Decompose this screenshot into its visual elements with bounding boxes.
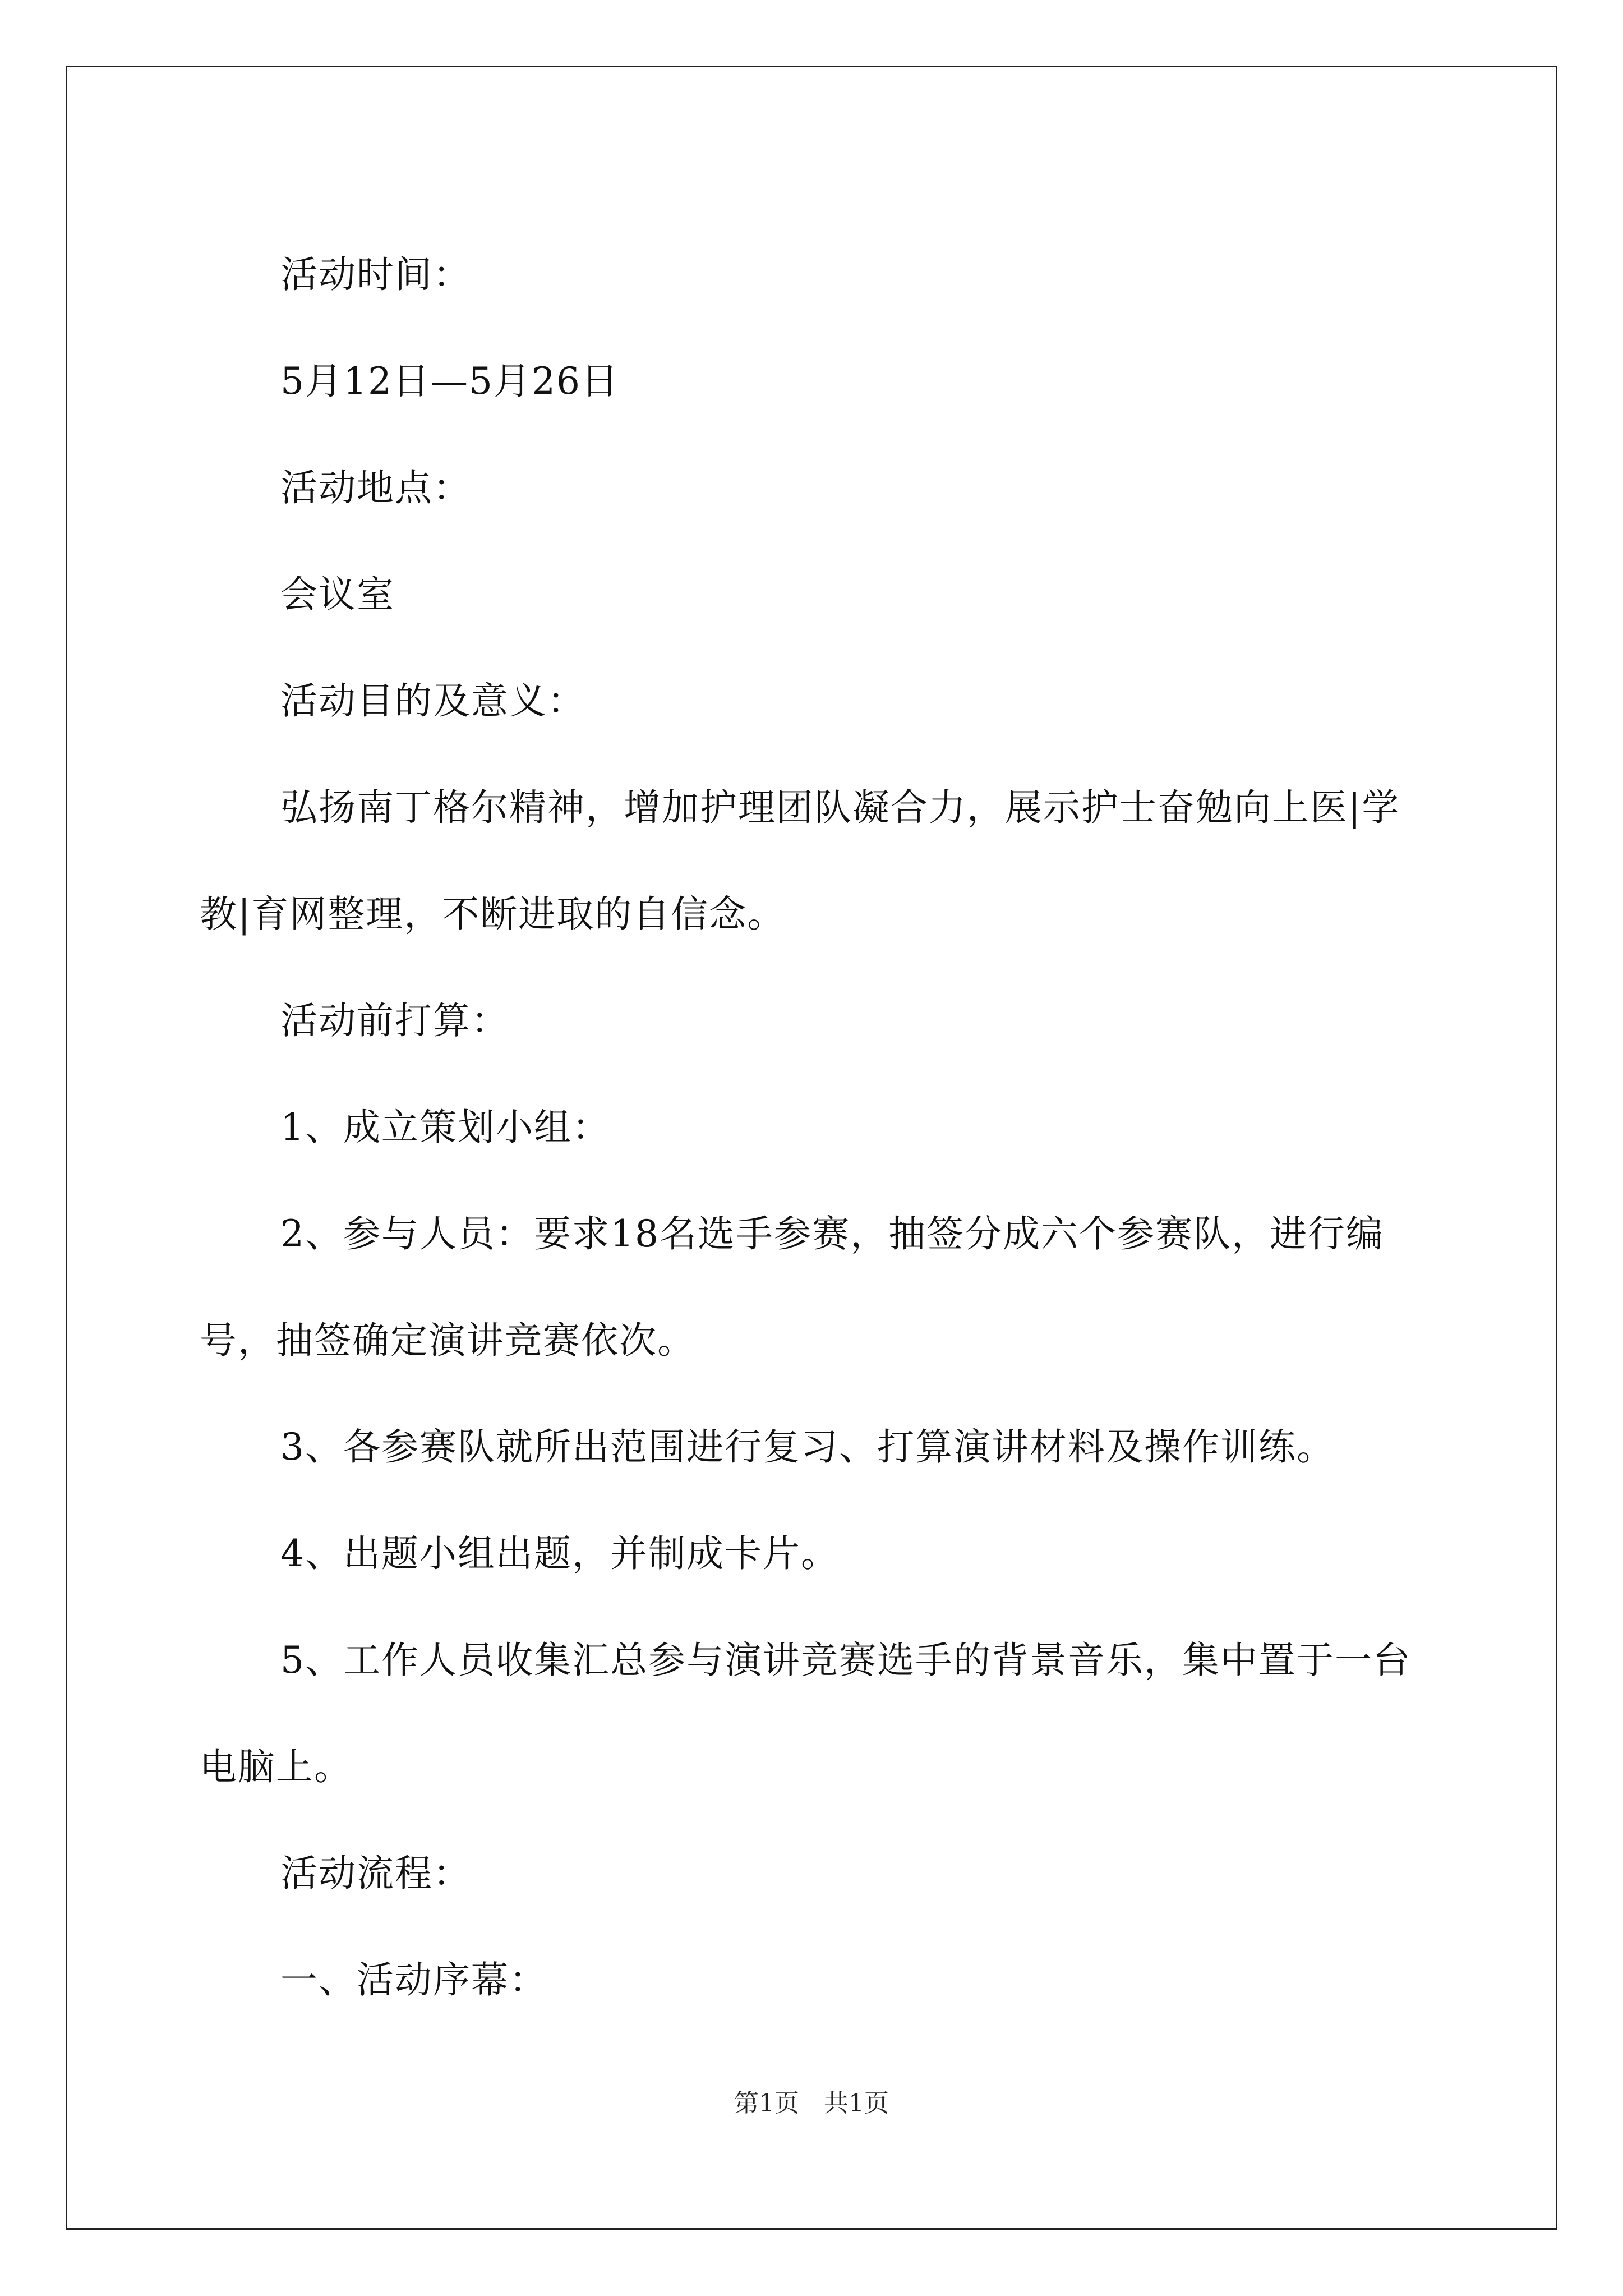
paragraph-activity-location-label: 活动地点：	[280, 466, 471, 509]
document-body	[200, 222, 1428, 2033]
paragraph-process-step-1: 一、活动序幕：	[280, 1958, 547, 2001]
paragraph-purpose-text: 弘扬南丁格尔精神，增加护理团队凝合力，展示护士奋勉向上医|学教|育网整理，不断进取的自信念。	[200, 786, 1400, 936]
paragraph-activity-location-value: 会议室	[280, 573, 395, 616]
paragraph-purpose-label: 活动目的及意义：	[280, 679, 585, 723]
paragraph-preparation-label: 活动前打算：	[280, 999, 509, 1042]
paragraph-prep-item-1: 1、成立策划小组：	[280, 1106, 610, 1149]
paragraph-prep-item-5: 5、工作人员收集汇总参与演讲竞赛选手的背景音乐，集中置于一台电脑上。	[200, 1639, 1411, 1788]
paragraph-prep-item-4: 4、出题小组出题，并制成卡片。	[280, 1532, 839, 1575]
paragraph-process-label: 活动流程：	[280, 1852, 471, 1895]
paragraph-prep-item-3: 3、各参赛队就所出范围进行复习、打算演讲材料及操作训练。	[280, 1425, 1335, 1469]
paragraph-prep-item-2: 2、参与人员：要求18名选手参赛，抽签分成六个参赛队，进行编号，抽签确定演讲竞赛依次。	[200, 1212, 1384, 1362]
paragraph-activity-time-label: 活动时间：	[280, 253, 471, 296]
page-number-footer: 第1页 共1页	[734, 2089, 889, 2118]
paragraph-activity-time-value: 5月12日—5月26日	[280, 360, 619, 403]
